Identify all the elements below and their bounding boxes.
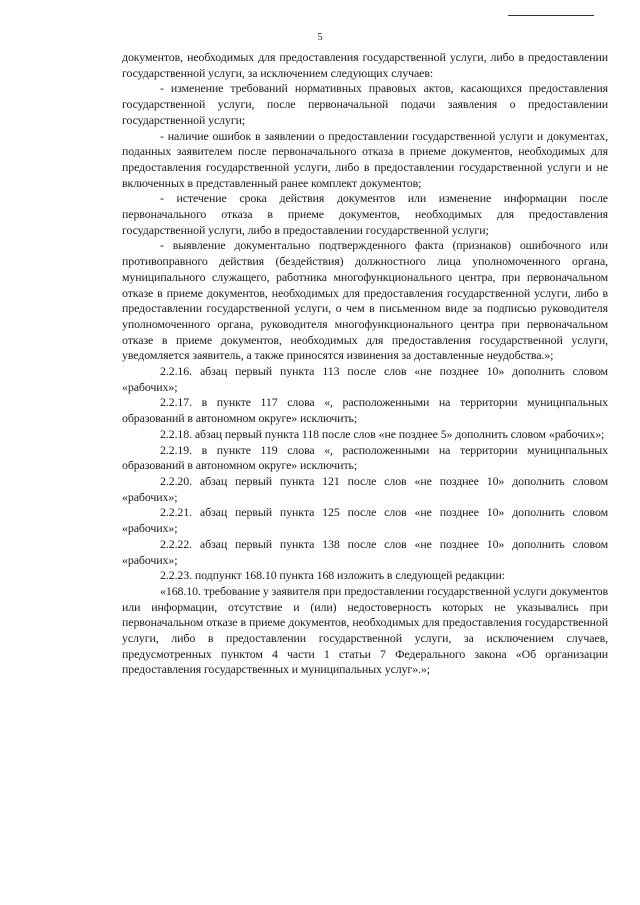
top-rule [508,15,594,16]
paragraph-2-2-20: 2.2.20. абзац первый пункта 121 после слов «не позднее 10» дополнить словом «рабочих»; [122,473,608,504]
page-number: 5 [317,32,323,43]
paragraph-2-2-16: 2.2.16. абзац первый пункта 113 после слов «не позднее 10» дополнить словом «рабочих»; [122,364,608,394]
paragraph-168-10: «168.10. требование у заявителя при предоставлении государственной услуги документов или информации, отсутствие и (или) недостоверность которых не указывались при первоначальном отказе в приеме документов, необходимых для предоставления государственной услуги, либо в предоставлении государственной услуги, за исключением случаев, предусмотренных пунктом 4 части 1 статьи 7 Федерального закона «Об организации предоставления государственных и муниципальных услуг».»; [122,583,608,677]
paragraph-2-2-19: 2.2.19. в пункте 119 слова «, расположенными на территории муниципальных образований в автономном округе» исключить; [122,442,608,473]
paragraph-2-2-21: 2.2.21. абзац первый пункта 125 после слов «не позднее 10» дополнить словом «рабочих»; [122,505,608,536]
paragraph-2-2-23: 2.2.23. подпункт 168.10 пункта 168 изложить в следующей редакции: [160,568,505,583]
paragraph-exception-4: - выявление документально подтвержденного факта (признаков) ошибочного или противоправного действия (бездействия) должностного лица уполномоченного органа, муниципального служащего, работника многофункционального центра, при первоначальном отказе в приеме документов, необходимых для предоставления государственной услуги, либо в предоставлении государственной услуги, о чем в письменном виде за подписью руководителя уполномоченного органа, руководителя многофункционального центра при первоначальном отказе в приеме документов, необходимых для предоставления государственной услуги, уведомляется заявитель, а также приносятся извинения за доставленные неудобства.»; [122,238,608,363]
paragraph-exception-2: - наличие ошибок в заявлении о предоставлении государственной услуги и документах, поданных заявителем после первоначального отказа в приеме документов, необходимых для предоставления государственной услуги, либо в предоставлении государственной услуги и не включенных в представленный ранее комплект документов; [122,128,608,190]
paragraph-continuation: документов, необходимых для предоставления государственной услуги, либо в предоставлении государственной услуги, за исключением следующих случаев: [122,50,608,80]
paragraph-2-2-17: 2.2.17. в пункте 117 слова «, расположенными на территории муниципальных образований в автономном округе» исключить; [122,395,608,426]
paragraph-exception-3: - истечение срока действия документов или изменение информации после первоначального отказа в приеме документов, необходимых для предоставления государственной услуги, либо в предоставлении государственной услуги; [122,191,608,237]
document-body [122,50,608,678]
paragraph-2-2-22: 2.2.22. абзац первый пункта 138 после слов «не позднее 10» дополнить словом «рабочих»; [122,536,608,567]
paragraph-exception-1: - изменение требований нормативных правовых актов, касающихся предоставления государственной услуги, после первоначальной подачи заявления о предоставлении государственной услуги; [122,81,608,127]
paragraph-2-2-18: 2.2.18. абзац первый пункта 118 после слов «не позднее 5» дополнить словом «рабочих»; [160,426,605,441]
